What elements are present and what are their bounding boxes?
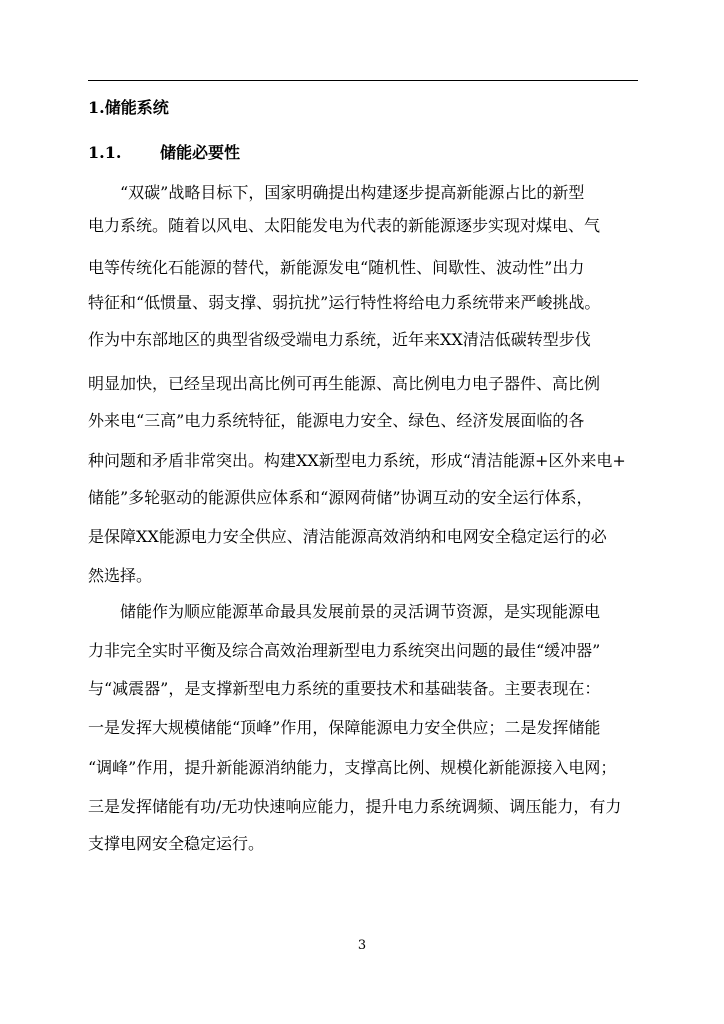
paragraph-line: “调峰”作用，提升新能源消纳能力，支撑高比例、规模化新能源接入电网； <box>88 758 617 777</box>
paragraph-line: 支撑电网安全稳定运行。 <box>88 834 265 853</box>
paragraph-line: “双碳”战略目标下，国家明确提出构建逐步提高新能源占比的新型 <box>120 183 585 202</box>
page-number: 3 <box>357 938 367 953</box>
subsection-title: 储能必要性 <box>160 143 241 162</box>
header-rule <box>88 80 638 81</box>
subsection-number: 1.1. <box>88 143 122 162</box>
paragraph-line: 三是发挥储能有功/无功快速响应能力，提升电力系统调频、调压能力，有力 <box>88 797 622 816</box>
paragraph-line: 特征和“低惯量、弱支撑、弱抗扰”运行特性将给电力系统带来严峻挑战。 <box>88 293 601 312</box>
section-number: 1. <box>88 98 105 117</box>
paragraph-line: 种问题和矛盾非常突出。构建XX新型电力系统，形成“清洁能源+区外来电+ <box>88 451 626 470</box>
subsection-heading <box>88 140 240 163</box>
paragraph-line: 力非完全实时平衡及综合高效治理新型电力系统突出问题的最佳“缓冲器” <box>88 641 601 660</box>
section-title: 储能系统 <box>104 98 169 117</box>
paragraph-line: 明显加快，已经呈现出高比例可再生能源、高比例电力电子器件、高比例 <box>88 374 601 393</box>
paragraph-line: 外来电“三高”电力系统特征，能源电力安全、绿色、经济发展面临的各 <box>88 411 585 430</box>
paragraph-line: 电力系统。随着以风电、太阳能发电为代表的新能源逐步实现对煤电、气 <box>88 216 601 235</box>
paragraph-line: 储能”多轮驱动的能源供应体系和“源网荷储”协调互动的安全运行体系， <box>88 488 593 507</box>
paragraph-line: 电等传统化石能源的替代，新能源发电“随机性、间歇性、波动性”出力 <box>88 258 585 277</box>
paragraph-line: 与“减震器”，是支撑新型电力系统的重要技术和基础装备。主要表现在： <box>88 679 601 698</box>
paragraph-line: 储能作为顺应能源革命最具发展前景的灵活调节资源，是实现能源电 <box>120 602 601 621</box>
paragraph-line: 然选择。 <box>88 566 153 585</box>
paragraph-line: 一是发挥大规模储能“顶峰”作用，保障能源电力安全供应；二是发挥储能 <box>88 718 601 737</box>
paragraph-line: 是保障XX能源电力安全供应、清洁能源高效消纳和电网安全稳定运行的必 <box>88 527 607 546</box>
section-heading <box>88 95 169 118</box>
paragraph-line: 作为中东部地区的典型省级受端电力系统，近年来XX清洁低碳转型步伐 <box>88 330 591 349</box>
